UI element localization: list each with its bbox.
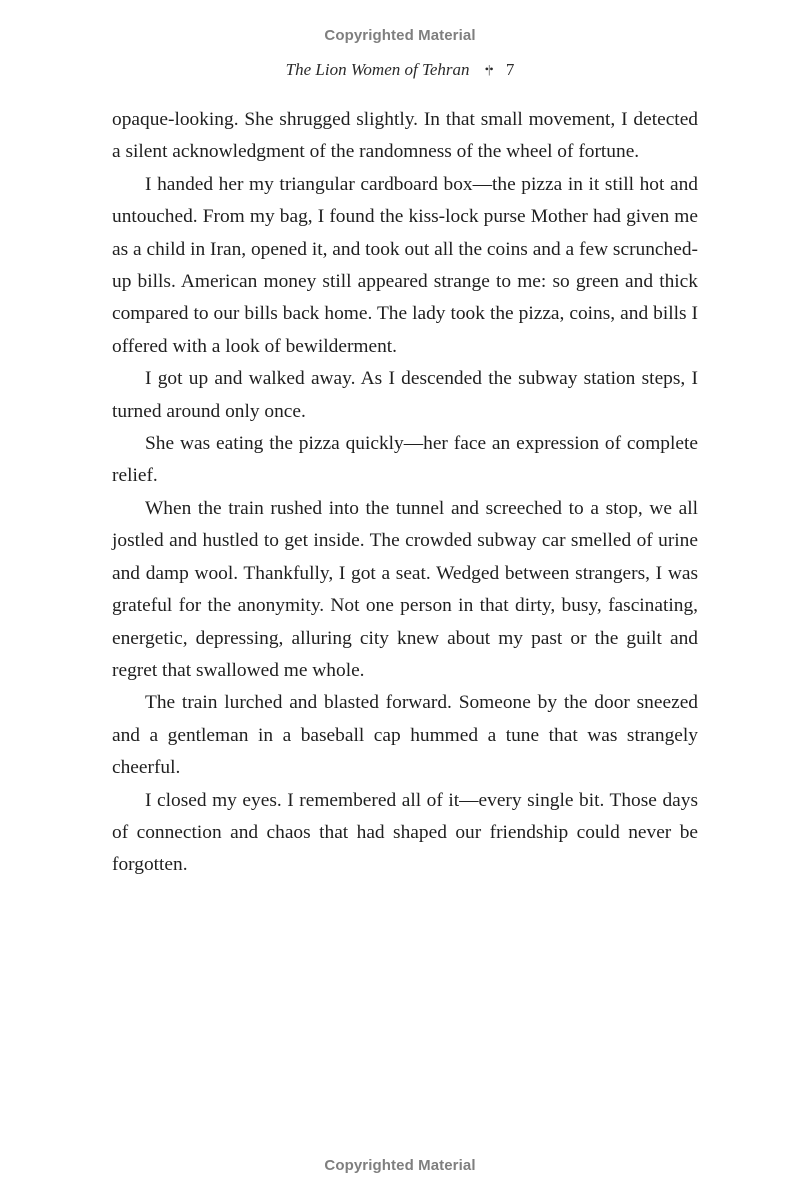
body-text	[112, 104, 698, 882]
paragraph: I got up and walked away. As I descended the subway station steps, I turned around only once.	[112, 368, 698, 422]
paragraph: The train lurched and blasted forward. Someone by the door sneezed and a gentleman in a baseball cap hummed a tune that was strangely cheerful.	[112, 692, 698, 779]
copyright-watermark-bottom: Copyrighted Material	[324, 1157, 476, 1174]
running-head	[0, 60, 800, 80]
paragraph: When the train rushed into the tunnel and screeched to a stop, we all jostled and hustled to get inside. The crowded subway car smelled of urine and damp wool. Thankfully, I got a seat. Wedged between strangers, I was grateful for the anonymity. Not one person in that dirty, busy, fascinating, energetic, depressing, alluring city knew about my past or the guilt and regret that swallowed me whole.	[112, 497, 698, 681]
page-number: 7	[505, 60, 515, 79]
book-title: The Lion Women of Tehran	[285, 60, 470, 79]
paragraph: She was eating the pizza quickly—her face an expression of complete relief.	[112, 433, 698, 487]
paragraph: I closed my eyes. I remembered all of it—every single bit. Those days of connection and chaos that had shaped our friendship could never be forgotten.	[112, 789, 698, 876]
copyright-watermark-top: Copyrighted Material	[324, 27, 476, 44]
ornament-separator: •|•	[484, 62, 493, 76]
paragraph-continued: opaque-looking. She shrugged slightly. In that small movement, I detected a silent acknowledgment of the randomness of the wheel of fortune.	[112, 109, 698, 163]
paragraph: I handed her my triangular cardboard box—the pizza in it still hot and untouched. From my bag, I found the kiss-lock purse Mother had given me as a child in Iran, opened it, and took out all the coins and a few scrunched-up bills. American money still appeared strange to me: so green and thick compared to our bills back home. The lady took the pizza, coins, and bills I offered with a look of bewilderment.	[112, 173, 698, 357]
